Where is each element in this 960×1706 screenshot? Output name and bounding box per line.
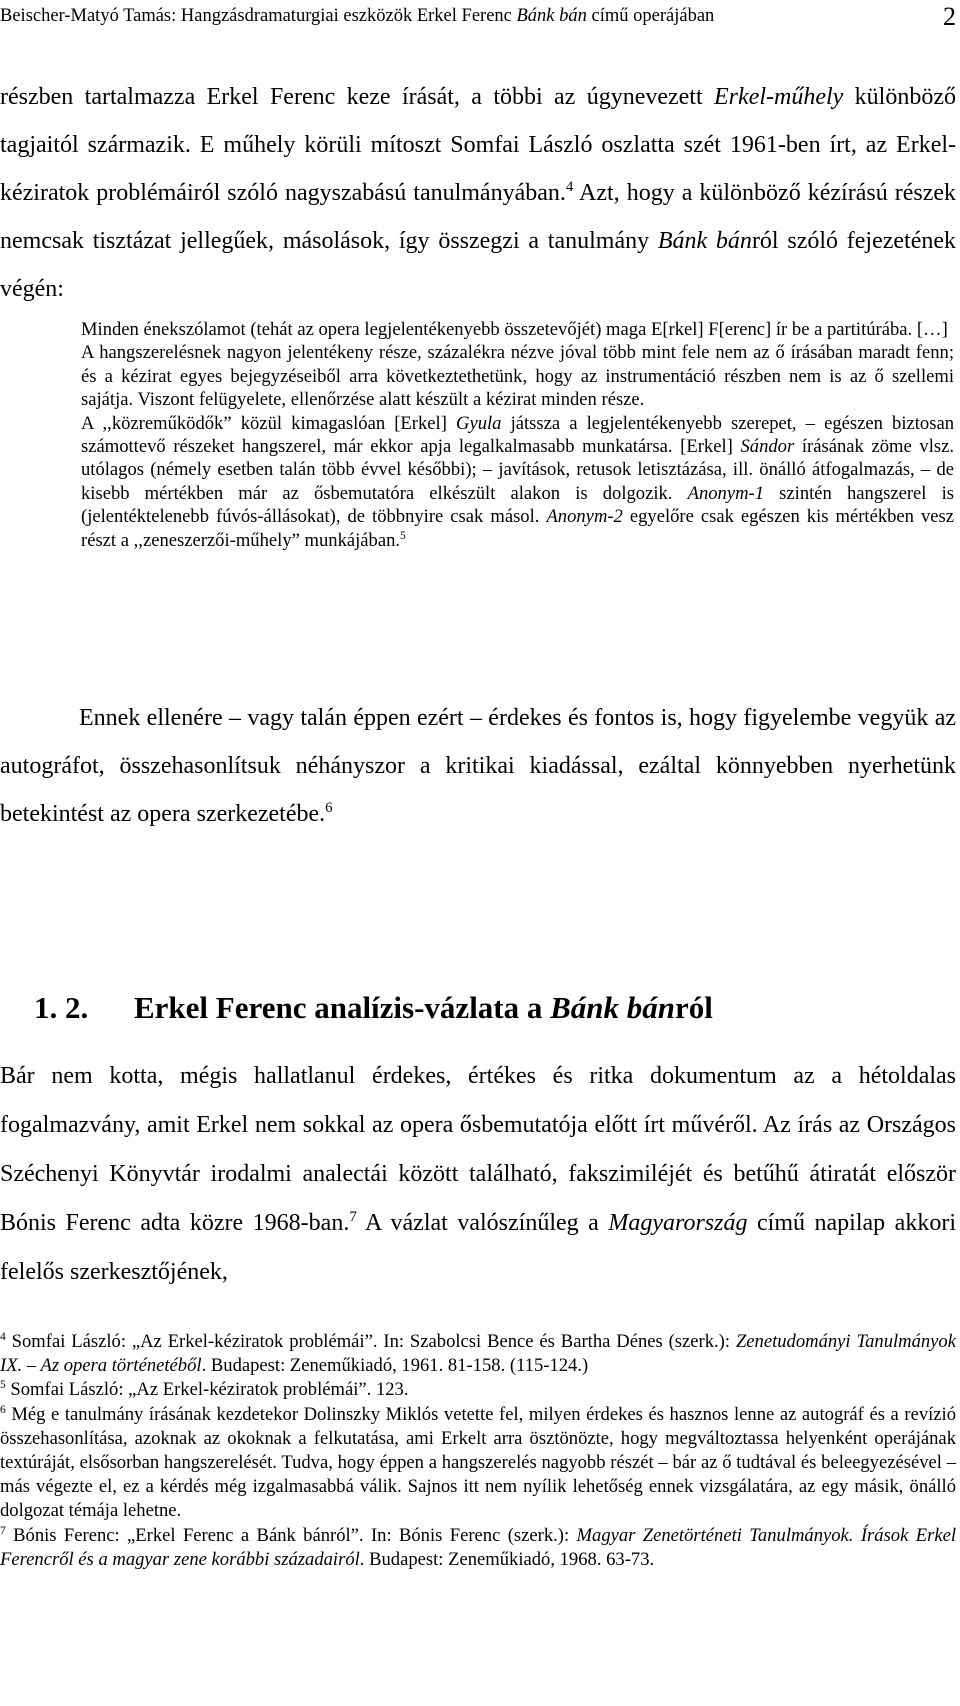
footnote-ref-7: 7 [349,1209,357,1225]
footnote-4-text-b: . Budapest: Zeneműkiadó, 1961. 81-158. (115-124.) [201,1355,589,1377]
para1-text1: részben tartalmazza Erkel Ferenc keze írását, a többi az úgynevezett [0,84,715,110]
quote-text-d: szintén hangszerel is (jelentéktelenebb fúvós-állásokat), de többnyire csak másol. [81,482,955,528]
footnote-6-number: 6 [0,1403,6,1416]
quote-italic-anonym2: Anonym-2 [546,506,623,528]
para1-text4: ról szóló fejezetének végén: [0,228,957,302]
running-header [0,2,960,32]
footnote-7-text-a: Bónis Ferenc: „Erkel Ferenc a Bánk bánról”. In: Bónis Ferenc (szerk.): [5,1524,577,1546]
quote-paragraph-1: Minden énekszólamot (tehát az opera legjelentékenyebb összetevőjét) maga E[rkel] F[erenc] ír be a partitúrába. […] [81,319,948,340]
quote-text-a: A ,,közreműködők” közül kimagaslóan [Erkel] [81,412,457,434]
footnote-7-text-b: . Budapest: Zeneműkiadó, 1968. 63-73. [359,1548,655,1570]
footnote-4-number: 4 [0,1330,6,1343]
para2-text: Ennek ellenére – vagy talán éppen ezért – érdekes és fontos is, hogy figyelembe vegyük az autográfot, összehasonlítsuk néhányszor a kritikai kiadással, ezáltal könnyebben nyerhetünk betekintést az opera szerkezetébe. [0,705,956,827]
quote-italic-sandor: Sándor [740,436,795,458]
footnote-5-number: 5 [0,1379,6,1392]
footnote-7 [0,1524,956,1572]
footnote-5-text: Somfai László: „Az Erkel-kéziratok problémái”. 123. [5,1379,409,1401]
footnote-4 [0,1330,956,1378]
footnote-ref-6: 6 [325,800,333,816]
footnote-7-italic: Magyar Zenetörténeti Tanulmányok. Írások Erkel Ferencről és a magyar zene korábbi századairól [0,1524,956,1570]
footnote-6 [0,1403,956,1524]
footnote-ref-4: 4 [565,179,574,195]
section-title-text-end: ról [675,990,713,1025]
footnote-4-italic: Zenetudományi Tanulmányok IX. – Az opera történetéből [0,1331,956,1377]
quote-italic-anonym1: Anonym-1 [687,482,765,504]
para1-text2: különböző tagjaitól származik. E műhely körüli mítoszt Somfai László oszlatta szét 1961-ben írt, az Erkel-kéziratok problémáiról szóló nagyszabású tanulmányában. [0,84,956,206]
footnote-6-text: Még e tanulmány írásának kezdetekor Dolinszky Miklós vetette fel, milyen érdekes és hasznos lenne az autográf és a revízió összehasonlítása, azoknak az okoknak a felkutatása, ami Erkelt arra ösztönözte, hogy megváltoztassa helyenként operájának textúráját, elsősorban hangszerelését. Tudva, hogy éppen a hangszerelés nagyobb részét – bár az ő tudtával és beleegyezésével – más végezte el, ez a kérdés még izgalmasabbá válik. Sajnos itt nem nyílik lehetőség ennek vizsgálatára, az egy másik, önálló dolgozat témája lehetne. [0,1403,956,1522]
section-title-italic: Bánk bán [550,990,676,1025]
para1-text3: Azt, hogy a különböző kézírású részek nemcsak tisztázat jellegűek, másolások, így összegzi a tanulmány [0,180,956,254]
header-title-text: Beischer-Matyó Tamás: Hangzásdramaturgiai eszközök Erkel Ferenc [0,6,517,26]
para3-text3: című napilap akkori felelős szerkesztőjének, [0,1210,956,1285]
quote-paragraph-2: A hangszerelésnek nagyon jelentékeny része, százalékra nézve jóval több mint fele nem az ő írásában maradt fenn; és a kézirat egyes bejegyzéseiből arra következtethetünk, hogy az instrumentáció részben nem is az ő szellemi sajátja. Viszont felügyelete, ellenőrzése alatt készült a kézirat minden része. [81,342,954,411]
running-header-title [0,6,714,27]
section-heading [34,990,713,1026]
body-paragraph-2 [0,694,956,838]
footnote-5 [0,1378,956,1402]
section-title-text: Erkel Ferenc analízis-vázlata a [134,990,551,1025]
quote-text-b: játssza a legjelentékenyebb szerepet, – egészen biztosan számottevő részeket hangszerel, már ekkor apja legalkalmasabb munkatársa. [Erkel] [81,412,955,458]
quote-paragraph-3 [81,412,954,552]
footnote-ref-5: 5 [400,529,406,542]
para1-italic2: Bánk bán [657,228,752,254]
footnotes [0,1330,956,1572]
para3-italic: Magyarország [608,1210,748,1236]
header-title-italic: Bánk bán [516,6,587,26]
para3-text2: A vázlat valószínűleg a [356,1210,609,1236]
footnote-4-text-a: Somfai László: „Az Erkel-kéziratok problémái”. In: Szabolcsi Bence és Bartha Dénes (szerk.): [5,1331,736,1352]
para1-italic1: Erkel-műhely [714,84,844,110]
quote-text-e: egyelőre csak egészen kis mértékben vesz részt a ,,zeneszerzői-műhely” munkájában. [81,506,955,551]
para3-text1: Bár nem kotta, mégis hallatlanul érdekes, értékes és ritka dokumentum az a hétoldalas fogalmazvány, amit Erkel nem sokkal az opera ősbemutatója előtt írt művéről. Az írás az Országos Széchenyi Könyvtár irodalmi analectái között található, fakszimiléjét és betűhű átiratát először Bónis Ferenc adta közre 1968-ban. [0,1063,956,1236]
quote-italic-gyula: Gyula [456,412,502,434]
footnote-7-number: 7 [0,1524,6,1537]
header-title-text-end: című operájában [586,6,715,26]
block-quote [81,318,954,552]
body-paragraph-3 [0,1052,956,1297]
page-number: 2 [943,2,956,31]
section-number: 1. 2. [34,990,89,1025]
body-paragraph-1 [0,73,956,313]
quote-text-c: írásának zöme vlsz. utólagos (némely esetben talán több évvel későbbi); – javítások, retusok letisztázása, ill. önálló átfogalmazás, – de kisebb mértékben már az ősbemutatóra elkészült alakon is dolgozik. [81,436,954,504]
